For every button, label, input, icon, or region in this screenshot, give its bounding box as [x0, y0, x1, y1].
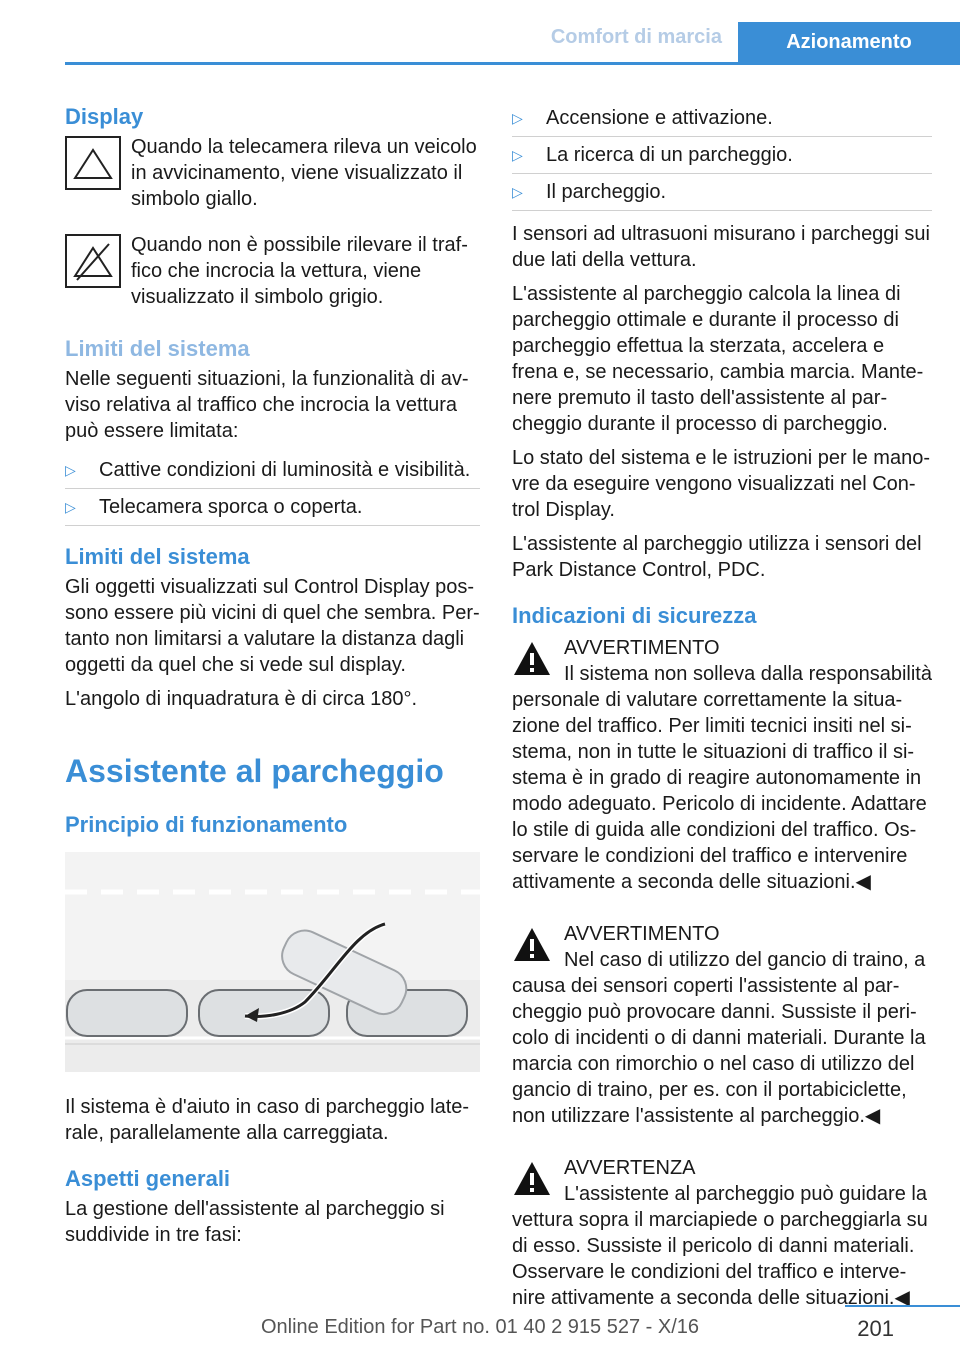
list-item: ▷ Cattive condizioni di luminosità e visibilità.: [65, 452, 480, 489]
angle-text: L'angolo di inquadratura è di circa 180°.: [65, 688, 418, 710]
limits-text-2: Gli oggetti visualizzati sul Control Display possono essere più vicini di quel che sembra. Pertanto non limitarsi a valutare la distanza dagli oggetti da quel che si vede sul display.: [65, 576, 480, 676]
right-column: [512, 104, 932, 1337]
phase-list: [512, 100, 932, 211]
section-title: Assistente al parcheggio: [65, 753, 444, 789]
bullet-triangle-icon: ▷: [512, 110, 523, 126]
page-number: 201: [857, 1316, 894, 1341]
display-heading: Display: [65, 104, 144, 129]
warning-icon: [512, 639, 552, 679]
symbol-row-yellow: [65, 134, 480, 212]
warning-block-2: [512, 921, 932, 973]
bullet-triangle-icon: ▷: [65, 462, 76, 478]
warning-title-3: AVVERTENZA: [564, 1157, 696, 1179]
list-item: ▷ Telecamera sporca o coperta.: [65, 489, 480, 526]
general-text: La gestione dell'assistente al parcheggio si suddivide in tre fasi:: [65, 1198, 445, 1246]
limits-heading-2: Limiti del sistema: [65, 544, 250, 569]
tab-section[interactable]: Comfort di marcia: [550, 26, 722, 48]
warning-icon: [512, 925, 552, 965]
principle-heading: Principio di funzionamento: [65, 812, 348, 837]
bullet-triangle-icon: ▷: [65, 499, 76, 515]
figure-caption: Il sistema è d'aiuto in caso di parcheggio laterale, parallelamente alla carreggiata.: [65, 1096, 470, 1144]
sensors-text: I sensori ad ultrasuoni misurano i parcheggi sui due lati della vettura.: [512, 223, 930, 271]
bullet-triangle-icon: ▷: [512, 184, 523, 200]
left-column: [65, 104, 480, 1256]
symbol-yellow-text: Quando la telecamera rileva un veicolo in avvicinamento, viene visualizzato il simbolo giallo.: [131, 136, 477, 210]
header-bar: [65, 0, 960, 65]
limits-bullets: [65, 452, 480, 526]
list-item: ▷ Accensione e attivazione.: [512, 100, 932, 137]
warning-line-3: L'assistente al parcheggio può guidare la: [564, 1183, 927, 1205]
page-number-rule: [845, 1305, 960, 1307]
safety-heading: Indicazioni di sicurezza: [512, 603, 757, 628]
status-text: Lo stato del sistema e le istruzioni per le manovre da eseguire vengono visualizzati nel Control Display.: [512, 447, 930, 521]
warning-title-2: AVVERTIMENTO: [564, 923, 720, 945]
bullet-triangle-icon: ▷: [512, 147, 523, 163]
pdc-text: L'assistente al parcheggio utilizza i sensori del Park Distance Control, PDC.: [512, 533, 922, 581]
warning-block-1: [512, 635, 932, 687]
general-heading: Aspetti generali: [65, 1166, 231, 1191]
edition-footer: Online Edition for Part no. 01 40 2 915 527 - X/16: [260, 1316, 700, 1338]
warning-text-2: causa dei sensori coperti l'assistente al parcheggio può provocare danni. Sussiste il pericolo di incidenti o di danni materiali. Durante la marcia con rimorchio o nel caso di utilizzo del gancio di traino, per es. con il portabiciclette, non utilizzare l'assistente al parcheggio.◀: [512, 975, 926, 1127]
symbol-grey-text: Quando non è possibile rilevare il traffico che incrocia la vettura, viene visualizzato il simbolo grigio.: [131, 234, 468, 308]
limits-text-1: Nelle seguenti situazioni, la funzionalità di avviso relativa al traffico che incrocia la vettura può essere limitata:: [65, 368, 469, 442]
warning-text-3: vettura sopra il marciapiede o parcheggiarla su di esso. Sussiste il pericolo di danni materiali. Osservare le condizioni del traffico e intervenire attivamente a seconda delle situazioni.◀: [512, 1209, 928, 1309]
warning-line-2: Nel caso di utilizzo del gancio di traino, a: [564, 949, 926, 971]
parking-line-text: L'assistente al parcheggio calcola la linea di parcheggio ottimale e durante il processo di parcheggio effettua la sterzata, accelera e frena e, se necessario, cambia marcia. Mantenere premuto il tasto dell'assistente al parcheggio durante il processo di parcheggio.: [512, 283, 924, 435]
symbol-row-grey: [65, 232, 480, 310]
warning-text-1: personale di valutare correttamente la situazione del traffico. Per limiti tecnici insiti nel sistema, non in tutte le situazioni di traffico il sistema è in grado di reagire autonomamente in modo adeguato. Pericolo di incidente. Adattare lo stile di guida alle condizioni del traffico. Osservare le condizioni del traffico e intervenire attivamente a seconda delle situazioni.◀: [512, 689, 927, 893]
crossed-triangle-icon: [65, 234, 121, 288]
limits-heading-1: Limiti del sistema: [65, 336, 250, 361]
warning-icon: [512, 1159, 552, 1199]
list-item: ▷ Il parcheggio.: [512, 174, 932, 211]
warning-title-1: AVVERTIMENTO: [564, 637, 720, 659]
parking-illustration: [65, 852, 480, 1072]
warning-block-3: [512, 1155, 932, 1207]
warning-line-1: Il sistema non solleva dalla responsabilità: [564, 663, 932, 685]
tab-chapter[interactable]: Azionamento: [738, 22, 960, 62]
warning-triangle-icon: [65, 136, 121, 190]
list-item: ▷ La ricerca di un parcheggio.: [512, 137, 932, 174]
